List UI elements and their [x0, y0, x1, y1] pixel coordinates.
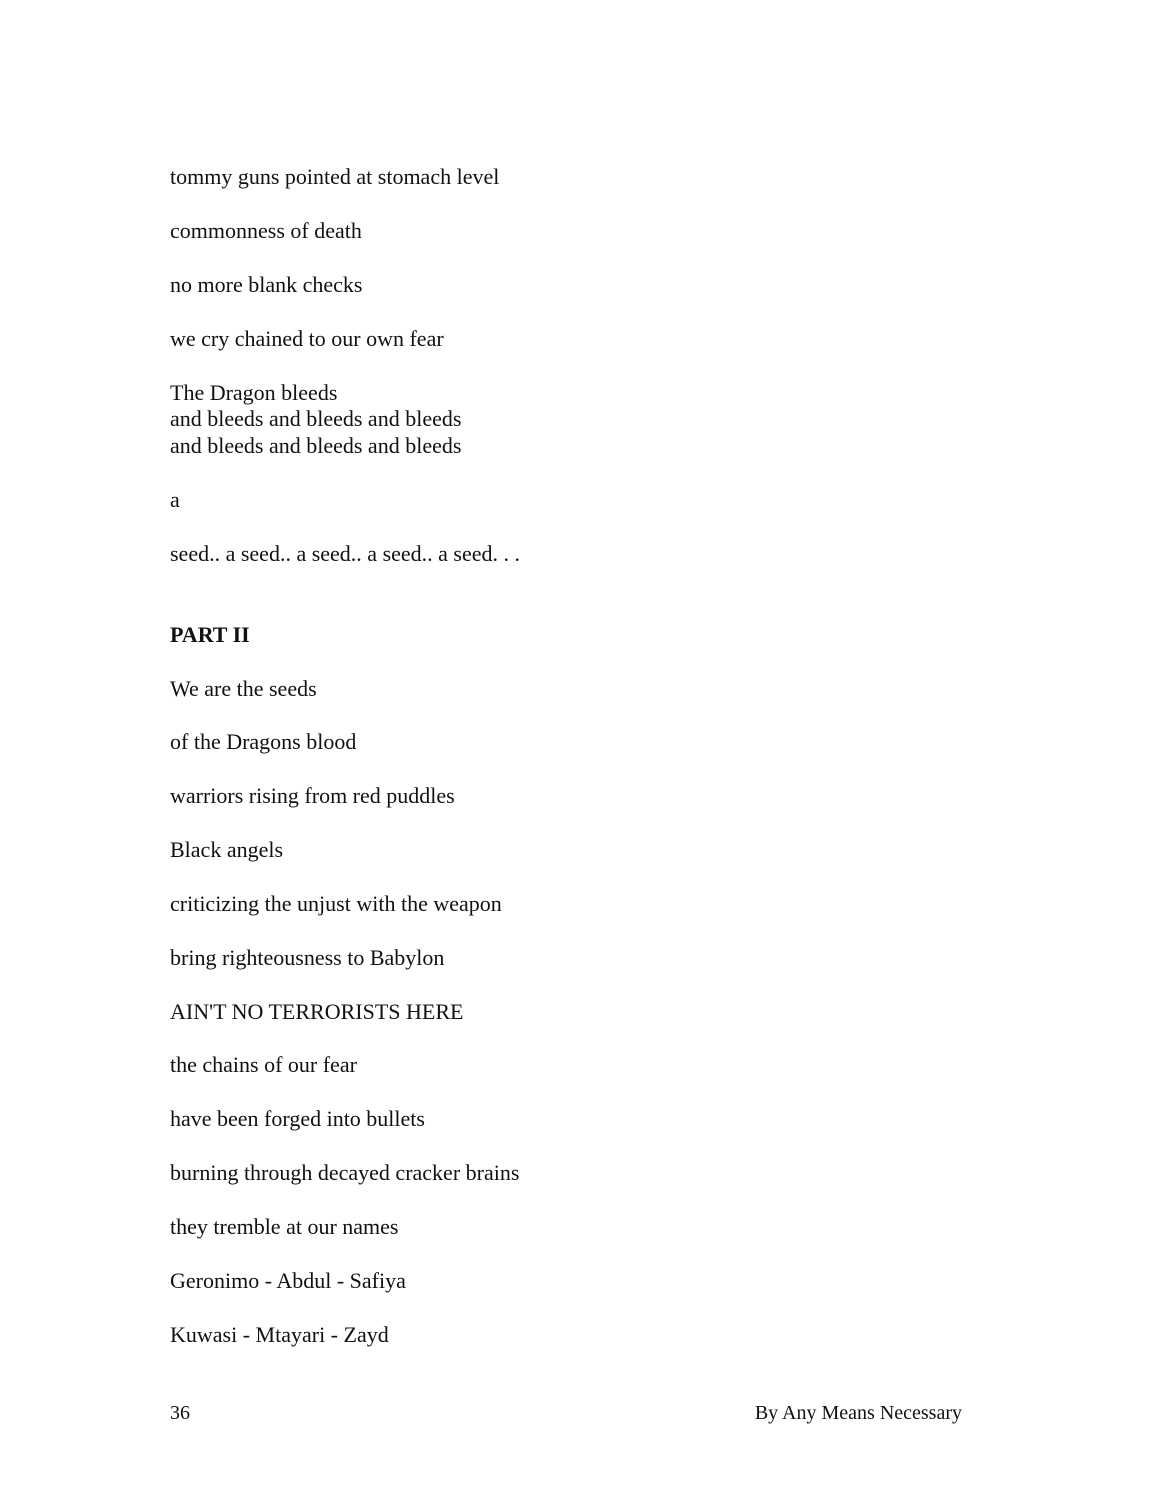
poem-line: Geronimo - Abdul - Safiya — [170, 1268, 406, 1293]
poem-line: no more blank checks — [170, 272, 363, 297]
poem-line: seed.. a seed.. a seed.. a seed.. a seed. . . — [170, 541, 521, 566]
poem-line: AIN'T NO TERRORISTS HERE — [170, 999, 464, 1024]
page-number: 36 — [170, 1402, 190, 1424]
poem-line: and bleeds and bleeds and bleeds — [170, 433, 462, 458]
poem-line: a — [170, 487, 180, 512]
poem-line: the chains of our fear — [170, 1052, 357, 1077]
poem-line: they tremble at our names — [170, 1214, 399, 1239]
poem-line: We are the seeds — [170, 676, 317, 701]
poem-line: of the Dragons blood — [170, 729, 357, 754]
poem-line: commonness of death — [170, 218, 362, 243]
poem-line: we cry chained to our own fear — [170, 326, 444, 351]
poem-line: The Dragon bleeds — [170, 380, 338, 405]
poem-line: criticizing the unjust with the weapon — [170, 891, 502, 916]
poem-line: tommy guns pointed at stomach level — [170, 164, 500, 189]
poem-line: burning through decayed cracker brains — [170, 1160, 520, 1185]
poem-line: Kuwasi - Mtayari - Zayd — [170, 1322, 389, 1347]
section-heading: PART II — [170, 622, 250, 647]
poem-line: and bleeds and bleeds and bleeds — [170, 406, 462, 431]
poem-line: warriors rising from red puddles — [170, 783, 455, 808]
poem-line: Black angels — [170, 837, 284, 862]
poem-line: bring righteousness to Babylon — [170, 945, 445, 970]
book-title-footer: By Any Means Necessary — [754, 1402, 962, 1424]
poem-line: have been forged into bullets — [170, 1106, 425, 1131]
